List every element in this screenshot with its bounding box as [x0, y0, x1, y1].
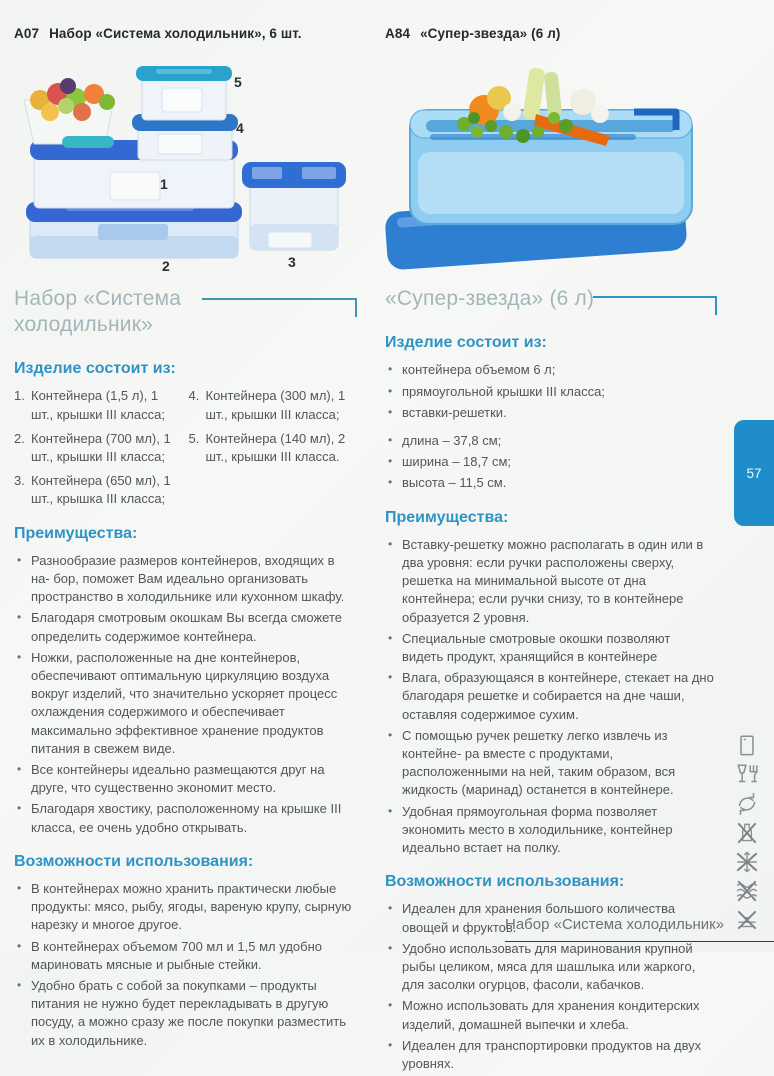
- advantage-item: • Благодаря хвостику, расположенному на крышке III класса, ее очень удобно открывать.: [14, 800, 355, 836]
- consists-item: • прямоугольной крышки III класса;: [385, 383, 715, 401]
- consists-item: [189, 430, 356, 466]
- product-section-left: [14, 286, 355, 1053]
- consists-heading-right: Изделие состоит из:: [385, 334, 547, 351]
- product-code-right: А84: [385, 26, 411, 41]
- glass-fork-food-safe-icon: [734, 762, 760, 788]
- dimension-item: • ширина – 18,7 см;: [385, 453, 715, 471]
- advantages-heading-left: Преимущества:: [14, 524, 138, 542]
- advantage-item: • Специальные смотровые окошки позволяют видеть продукт, хранящийся в контейнере: [385, 630, 715, 666]
- consists-item: [14, 387, 181, 423]
- container-set-illustration: [10, 56, 355, 286]
- consists-col2: [189, 387, 356, 508]
- recycle-icon: [734, 791, 760, 817]
- advantages-list-left: [14, 552, 355, 837]
- advantages-heading-right: Преимущества:: [385, 508, 509, 526]
- callout-number: 5: [234, 74, 242, 90]
- dimensions-list: [385, 432, 715, 493]
- crossed-snowflake-icon: [734, 849, 760, 875]
- consists-list-right: [385, 361, 715, 422]
- page-number: 57: [746, 465, 762, 481]
- container-icon: [734, 733, 760, 759]
- product-subtitle-left: [14, 286, 219, 342]
- subtitle-text: Набор «Система холодильник»: [14, 287, 182, 337]
- consists-item: [14, 472, 181, 508]
- consists-col1: [14, 387, 181, 508]
- item-text: Контейнера (300 мл), 1 шт., крышки III класса;: [205, 388, 346, 422]
- care-symbols-column: [731, 733, 763, 933]
- callout-number: 3: [288, 254, 296, 270]
- item-number: 1.: [14, 388, 25, 404]
- product-photo-super-star: [378, 52, 723, 277]
- usage-heading-right: Возможности использования:: [385, 873, 625, 891]
- item-text: Контейнера (700 мл), 1 шт., крышки III класса;: [31, 430, 171, 464]
- callout-bracket-line: [593, 296, 717, 315]
- item-number: 4.: [188, 388, 200, 404]
- item-number: 5.: [188, 430, 200, 446]
- callout-number: 4: [236, 120, 244, 136]
- consists-list-left: [14, 387, 355, 508]
- product-title-right: [385, 26, 560, 41]
- item-text: Контейнера (650 мл), 1 шт., крышка III класса;: [31, 473, 171, 507]
- consists-item: [189, 387, 356, 423]
- item-number: 3.: [14, 473, 25, 489]
- usage-item: • В контейнерах можно хранить практически любые продукты: мясо, рыбу, ягоды, вареную крупу, сырную нарезку и многое другое.: [14, 880, 355, 935]
- product-photo-container-set: [10, 56, 355, 286]
- usage-list-left: [14, 880, 355, 1050]
- callout-bracket-line: [202, 298, 357, 317]
- super-star-illustration: [378, 52, 723, 277]
- advantage-item: • С помощью ручек решетку легко извлечь из контейне- ра вместе с продуктами, расположенными на ней, таким образом, вся жидкость (маринад) останется в контейнере.: [385, 727, 715, 800]
- item-text: Контейнера (140 мл), 2 шт., крышки III класса.: [205, 430, 346, 464]
- usage-heading-left: Возможности использования:: [14, 852, 254, 870]
- product-title-left: [14, 26, 302, 41]
- advantage-item: • Все контейнеры идеально размещаются друг на друге, что существенно экономит место.: [14, 761, 355, 797]
- usage-item: • Идеален для транспортировки продуктов на двух уровнях.: [385, 1037, 715, 1073]
- footer: [505, 916, 774, 942]
- dimension-item: • высота – 11,5 см.: [385, 474, 715, 492]
- product-name-left: Набор «Система холодильник», 6 шт.: [49, 26, 302, 41]
- dimension-item: • длина – 37,8 см;: [385, 432, 715, 450]
- usage-item: • Идеален для хранения большого количества овощей и фруктов.: [385, 900, 715, 936]
- consists-item: • вставки-решетки.: [385, 404, 715, 422]
- callout-number: 2: [162, 258, 170, 274]
- item-text: Контейнера (1,5 л), 1 шт., крышки III класса;: [31, 388, 165, 422]
- product-code-left: А07: [14, 26, 40, 41]
- advantage-item: • Ножки, расположенные на дне контейнеров, обеспечивают оптимальную циркуляцию воздуха вокруг изделий, что значительно ускоряет процесс охлаждения содержимого и обеспечивает максимально эффективное хранение продуктов питания в свежем виде.: [14, 649, 355, 758]
- footer-label: Набор «Система холодильник»: [505, 916, 725, 933]
- callout-number: 1: [160, 176, 168, 192]
- crossed-bottle-icon: [734, 820, 760, 846]
- product-section-right: [385, 286, 715, 1076]
- advantage-item: • Благодаря смотровым окошкам Вы всегда сможете определить содержимое контейнера.: [14, 609, 355, 645]
- subtitle-text: «Супер-звезда» (6 л): [385, 287, 595, 310]
- usage-item: • В контейнерах объемом 700 мл и 1,5 мл удобно мариновать мясные и рыбные стейки.: [14, 938, 355, 974]
- product-subtitle-right: [385, 286, 715, 316]
- usage-item: • Удобно брать с собой за покупками – продукты питания не нужно будет перекладывать в другую посуду, а можно сразу же после покупки разместить их в холодильнике.: [14, 977, 355, 1050]
- usage-item: • Удобно использовать для маринования крупной рыбы целиком, мяса для шашлыка или жаркого, для засолки огурцов, фасоли, кабачков.: [385, 940, 715, 995]
- advantage-item: • Вставку-решетку можно располагать в один или в два уровня: если ручки расположены сверху, решетка на минимальной высоте от дна контейнера; если ручки снизу, то в контейнере образуется 2 уровня.: [385, 536, 715, 627]
- advantages-list-right: [385, 536, 715, 857]
- consists-item: [14, 430, 181, 466]
- item-number: 2.: [14, 430, 25, 446]
- advantage-item: • Влага, образующаяся в контейнере, стекает на дно благодаря решетке и собирается на дне чаши, оставляя содержимое сухим.: [385, 669, 715, 724]
- advantage-item: • Разнообразие размеров контейнеров, входящих в на- бор, поможет Вам идеально организовать пространство в холодильнике или кухонном шкафу.: [14, 552, 355, 607]
- footer-rule: [505, 941, 774, 942]
- page-number-tab: [734, 420, 774, 526]
- consists-item: • контейнера объемом 6 л;: [385, 361, 715, 379]
- crossed-waves-icon: [734, 878, 760, 904]
- advantage-item: • Удобная прямоугольная форма позволяет экономить место в холодильнике, контейнер идеально встает на полку.: [385, 803, 715, 858]
- product-name-right: «Супер-звезда» (6 л): [420, 26, 561, 41]
- usage-item: • Можно использовать для хранения кондитерских изделий, домашней выпечки и хлеба.: [385, 997, 715, 1033]
- consists-heading-left: Изделие состоит из:: [14, 360, 176, 377]
